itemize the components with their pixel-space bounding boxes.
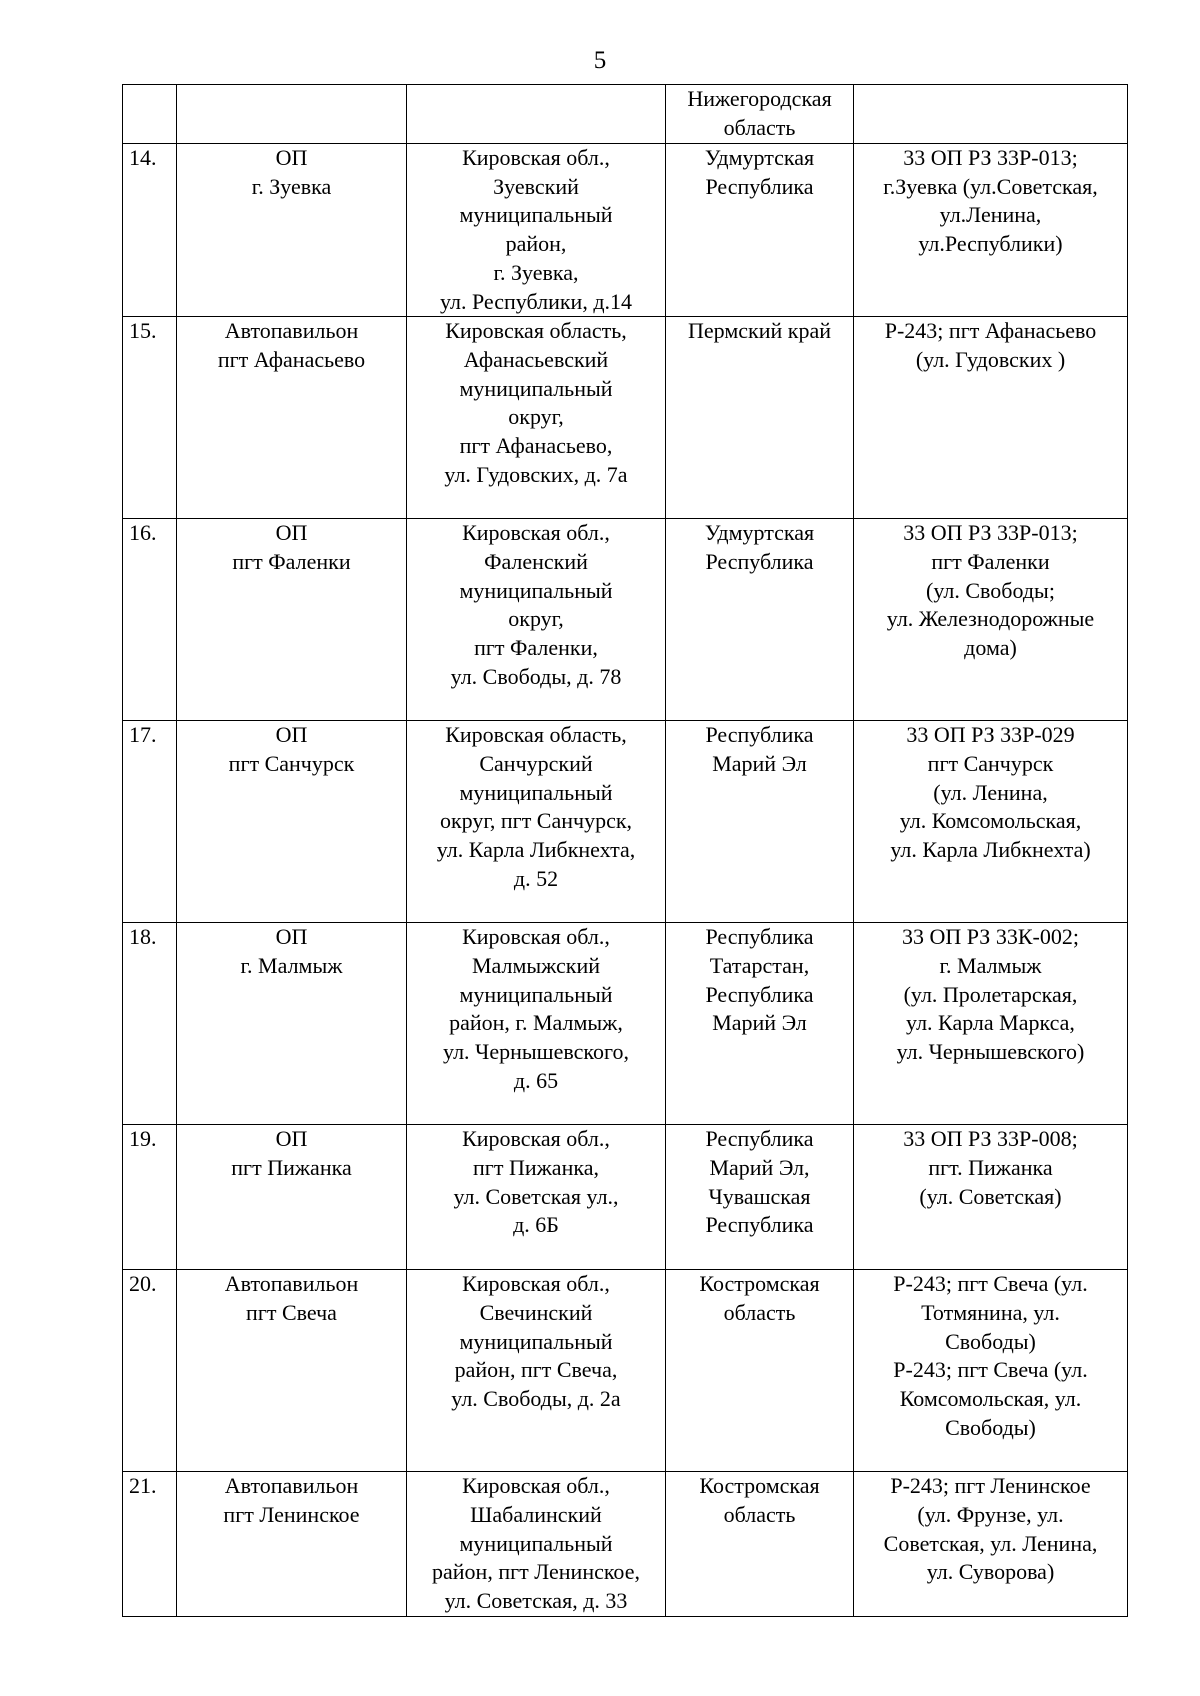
stop-name — [177, 1472, 407, 1617]
cell-line: ул. Чернышевского, — [443, 1039, 629, 1065]
cell-lines — [411, 519, 661, 691]
cell-lines — [670, 519, 849, 576]
cell-line: 18. — [129, 924, 157, 950]
table-row — [123, 1125, 1128, 1270]
cell-line: Костромская — [699, 1271, 820, 1297]
cell-line: д. 65 — [513, 1067, 559, 1093]
cell-line: муниципальный — [459, 577, 613, 603]
cell-line: 33 ОП РЗ 33Р-013; — [903, 520, 1078, 546]
cell-lines — [670, 721, 849, 778]
cell-line: (ул. Советская) — [919, 1183, 1062, 1209]
table-row — [123, 519, 1128, 721]
cell-line: Республика — [705, 1212, 814, 1238]
cell-line: ул.Ленина, — [939, 202, 1042, 228]
cell-line: пгт Пижанка, — [473, 1154, 599, 1180]
row-number — [123, 721, 177, 923]
cell-lines — [129, 317, 172, 346]
cell-line: Удмуртская — [704, 520, 815, 546]
neighbor-region — [666, 519, 854, 721]
cell-line: Республика — [705, 981, 814, 1007]
table-row — [123, 923, 1128, 1125]
cell-lines — [129, 144, 172, 173]
cell-line: область — [723, 114, 796, 140]
cell-line: ОП — [275, 924, 308, 950]
cell-line: (ул. Свободы; — [926, 577, 1055, 603]
cell-line: пгт Фаленки — [232, 548, 351, 574]
row-number — [123, 317, 177, 519]
cell-lines — [129, 721, 172, 750]
table-row — [123, 1472, 1128, 1617]
cell-line: Нижегородская — [687, 86, 832, 111]
cell-lines — [129, 1472, 172, 1501]
cell-line: Республика — [705, 1126, 814, 1152]
cell-line: округ, — [508, 404, 564, 430]
cell-lines — [411, 1270, 661, 1414]
cell-line: Зуевский — [493, 173, 579, 199]
row-number — [123, 1472, 177, 1617]
cell-line: д. 6Б — [513, 1212, 559, 1238]
cell-line: Автопавильон — [224, 1473, 359, 1499]
stop-name — [177, 721, 407, 923]
route-info — [854, 85, 1128, 144]
cell-line: ул. Советская ул., — [453, 1183, 619, 1209]
cell-line: 14. — [129, 145, 157, 170]
table-row — [123, 317, 1128, 519]
row-number — [123, 85, 177, 144]
cell-line: д. 52 — [513, 865, 559, 891]
cell-line: 33 ОП РЗ 33Р-029 — [906, 722, 1075, 748]
cell-line: 21. — [129, 1473, 157, 1499]
cell-line: Республика — [705, 548, 814, 574]
cell-line: ул. Свободы, д. 78 — [450, 663, 622, 689]
cell-lines — [670, 144, 849, 201]
cell-lines — [858, 1472, 1123, 1587]
cell-line: Фаленский — [484, 548, 588, 574]
neighbor-region — [666, 721, 854, 923]
cell-line: область — [723, 1501, 796, 1527]
cell-line: Свободы) — [945, 1414, 1036, 1440]
cell-line: ОП — [275, 722, 308, 748]
cell-line: район, пгт Свеча, — [454, 1357, 618, 1383]
stop-address — [407, 519, 666, 721]
neighbor-region — [666, 1125, 854, 1270]
cell-lines — [411, 317, 661, 489]
cell-line: ул.Республики) — [918, 231, 1063, 257]
cell-line: Пермский край — [688, 318, 831, 344]
cell-line: Советская, ул. Ленина, — [883, 1530, 1098, 1556]
row-number — [123, 1125, 177, 1270]
route-info — [854, 1270, 1128, 1472]
row-number — [123, 1270, 177, 1472]
cell-line: Кировская область, — [445, 722, 627, 748]
cell-line: пгт Фаленки, — [474, 635, 598, 661]
cell-line: Санчурский — [479, 750, 593, 776]
stop-name — [177, 1125, 407, 1270]
cell-lines — [670, 1472, 849, 1529]
cell-lines — [129, 519, 172, 548]
cell-line: округ, пгт Санчурск, — [439, 808, 633, 834]
cell-line: Кировская обл., — [462, 1473, 610, 1499]
cell-lines — [411, 144, 661, 316]
cell-line: район, г. Малмыж, — [449, 1010, 623, 1036]
cell-line: Марий Эл — [712, 750, 807, 776]
cell-line: (ул. Ленина, — [933, 779, 1048, 805]
cell-line: ул. Карла Либкнехта) — [890, 837, 1091, 863]
cell-line: ул. Железнодорожные — [886, 606, 1095, 632]
cell-line: ул. Карла Либкнехта, — [436, 837, 636, 863]
cell-line: 33 ОП РЗ 33Р-013; — [903, 145, 1078, 170]
cell-lines — [181, 721, 402, 778]
table-row — [123, 1270, 1128, 1472]
stop-name — [177, 317, 407, 519]
cell-line: дома) — [964, 635, 1017, 661]
cell-line: 33 ОП РЗ 33К-002; — [902, 924, 1079, 950]
cell-line: пгт Санчурск — [927, 750, 1054, 776]
cell-line: пгт. Пижанка — [928, 1154, 1053, 1180]
cell-line: г.Зуевка (ул.Советская, — [883, 173, 1098, 199]
cell-line: Кировская обл., — [462, 520, 610, 546]
cell-line: Автопавильон — [224, 1271, 359, 1297]
cell-line: муниципальный — [459, 1530, 613, 1556]
cell-lines — [181, 1125, 402, 1182]
cell-lines — [181, 317, 402, 374]
route-info — [854, 1125, 1128, 1270]
neighbor-region — [666, 1270, 854, 1472]
row-number — [123, 144, 177, 317]
cell-lines — [858, 1125, 1123, 1211]
route-info — [854, 1472, 1128, 1617]
page-number: 5 — [593, 47, 607, 74]
table-row — [123, 85, 1128, 144]
cell-line: муниципальный — [459, 375, 613, 401]
cell-line: 33 ОП РЗ 33Р-008; — [903, 1126, 1078, 1152]
cell-line: Татарстан, — [709, 952, 810, 978]
cell-line: Комсомольская, ул. — [899, 1386, 1082, 1412]
cell-line: ул. Суворова) — [926, 1559, 1055, 1585]
cell-line: Марий Эл, — [709, 1154, 810, 1180]
cell-lines — [411, 923, 661, 1095]
route-info — [854, 721, 1128, 923]
cell-line: 20. — [129, 1271, 157, 1297]
cell-line: область — [723, 1299, 796, 1325]
cell-lines — [670, 923, 849, 1038]
cell-lines — [411, 1472, 661, 1616]
cell-line: муниципальный — [459, 1328, 613, 1354]
cell-line: 16. — [129, 520, 157, 546]
stop-name — [177, 923, 407, 1125]
cell-line: г. Зуевка — [251, 173, 332, 199]
cell-line: Удмуртская — [704, 145, 815, 170]
cell-line: район, пгт Ленинское, — [432, 1559, 640, 1585]
cell-lines — [411, 1125, 661, 1240]
cell-lines — [670, 317, 849, 346]
route-info — [854, 144, 1128, 317]
neighbor-region — [666, 923, 854, 1125]
stop-address — [407, 317, 666, 519]
cell-line: Малмыжский — [471, 952, 600, 978]
cell-line: пгт Фаленки — [931, 548, 1050, 574]
neighbor-region — [666, 85, 854, 144]
cell-lines — [181, 1472, 402, 1529]
cell-line: ул. Чернышевского) — [896, 1039, 1085, 1065]
cell-line: Р-243; пгт Ленинское — [890, 1473, 1091, 1499]
table-row — [123, 144, 1128, 317]
table-row — [123, 721, 1128, 923]
cell-line: Свечинский — [479, 1299, 593, 1325]
stops-table-body — [123, 85, 1128, 1617]
cell-line: Марий Эл — [712, 1010, 807, 1036]
cell-line: ул. Советская, д. 33 — [444, 1588, 628, 1614]
cell-line: муниципальный — [459, 202, 613, 228]
stop-name — [177, 1270, 407, 1472]
stop-address — [407, 923, 666, 1125]
cell-line: ОП — [275, 1126, 308, 1152]
cell-line: муниципальный — [459, 981, 613, 1007]
cell-line: ул. Гудовских, д. 7а — [444, 461, 628, 487]
cell-line: пгт Афанасьево — [217, 346, 366, 372]
cell-line: Кировская обл., — [462, 1271, 610, 1297]
cell-lines — [129, 923, 172, 952]
cell-line: округ, — [508, 606, 564, 632]
stop-address — [407, 1472, 666, 1617]
cell-line: ул. Карла Маркса, — [906, 1010, 1075, 1036]
stop-address — [407, 85, 666, 144]
cell-line: 17. — [129, 722, 157, 748]
cell-line: Тотмянина, ул. — [921, 1299, 1060, 1325]
cell-line: ОП — [275, 145, 308, 170]
cell-lines — [858, 317, 1123, 374]
cell-line: район, — [505, 231, 567, 257]
cell-lines — [181, 1270, 402, 1327]
cell-lines — [858, 923, 1123, 1067]
cell-line: (ул. Фрунзе, ул. — [917, 1501, 1064, 1527]
stop-name — [177, 85, 407, 144]
cell-line: Чувашская — [708, 1183, 811, 1209]
cell-line: Республика — [705, 722, 814, 748]
cell-line: пгт Пижанка — [231, 1154, 352, 1180]
cell-line: Кировская обл., — [462, 1126, 610, 1152]
stop-address — [407, 721, 666, 923]
cell-line: пгт Афанасьево, — [459, 433, 613, 459]
cell-lines — [858, 721, 1123, 865]
cell-lines — [129, 1270, 172, 1299]
route-info — [854, 317, 1128, 519]
cell-line: Костромская — [699, 1473, 820, 1499]
row-number — [123, 519, 177, 721]
cell-lines — [670, 1125, 849, 1240]
cell-line: Автопавильон — [224, 318, 359, 344]
cell-lines — [670, 1270, 849, 1327]
cell-line: пгт Свеча — [246, 1299, 337, 1325]
cell-line: пгт Санчурск — [228, 750, 355, 776]
neighbor-region — [666, 1472, 854, 1617]
cell-line: Республика — [705, 173, 814, 199]
cell-line: пгт Ленинское — [223, 1501, 360, 1527]
cell-line: Свободы) — [945, 1328, 1036, 1354]
cell-lines — [181, 519, 402, 576]
cell-line: ул. Свободы, д. 2а — [451, 1386, 621, 1412]
neighbor-region — [666, 144, 854, 317]
cell-line: ул. Республики, д.14 — [439, 288, 633, 314]
stop-name — [177, 144, 407, 317]
stop-name — [177, 519, 407, 721]
stops-table — [122, 84, 1128, 1617]
route-info — [854, 923, 1128, 1125]
cell-line: муниципальный — [459, 779, 613, 805]
cell-lines — [181, 144, 402, 201]
row-number — [123, 923, 177, 1125]
cell-line: (ул. Гудовских ) — [915, 346, 1066, 372]
stop-address — [407, 1125, 666, 1270]
cell-line: г. Зуевка, — [493, 259, 579, 285]
cell-lines — [411, 721, 661, 893]
cell-line: (ул. Пролетарская, — [903, 981, 1078, 1007]
stop-address — [407, 1270, 666, 1472]
cell-line: Р-243; пгт Свеча (ул. — [893, 1271, 1088, 1297]
cell-line: 19. — [129, 1126, 157, 1152]
stop-address — [407, 144, 666, 317]
cell-line: Афанасьевский — [463, 346, 609, 372]
cell-line: г. Малмыж — [240, 952, 343, 978]
cell-line: Республика — [705, 924, 814, 950]
cell-lines — [858, 144, 1123, 259]
cell-line: Шабалинский — [470, 1501, 602, 1527]
cell-line: Р-243; пгт Афанасьево — [884, 318, 1097, 344]
cell-lines — [858, 519, 1123, 663]
cell-line: Кировская область, — [445, 318, 627, 344]
cell-line: 15. — [129, 318, 157, 344]
neighbor-region — [666, 317, 854, 519]
cell-line: Р-243; пгт Свеча (ул. — [893, 1357, 1088, 1383]
cell-line: ул. Комсомольская, — [899, 808, 1082, 834]
cell-lines — [129, 1125, 172, 1154]
cell-line: Кировская обл., — [462, 924, 610, 950]
cell-line: ОП — [275, 520, 308, 546]
cell-lines — [858, 1270, 1123, 1442]
cell-line: г. Малмыж — [939, 952, 1042, 978]
cell-lines — [181, 923, 402, 980]
cell-lines — [670, 85, 849, 142]
cell-line: Кировская обл., — [462, 145, 610, 170]
route-info — [854, 519, 1128, 721]
